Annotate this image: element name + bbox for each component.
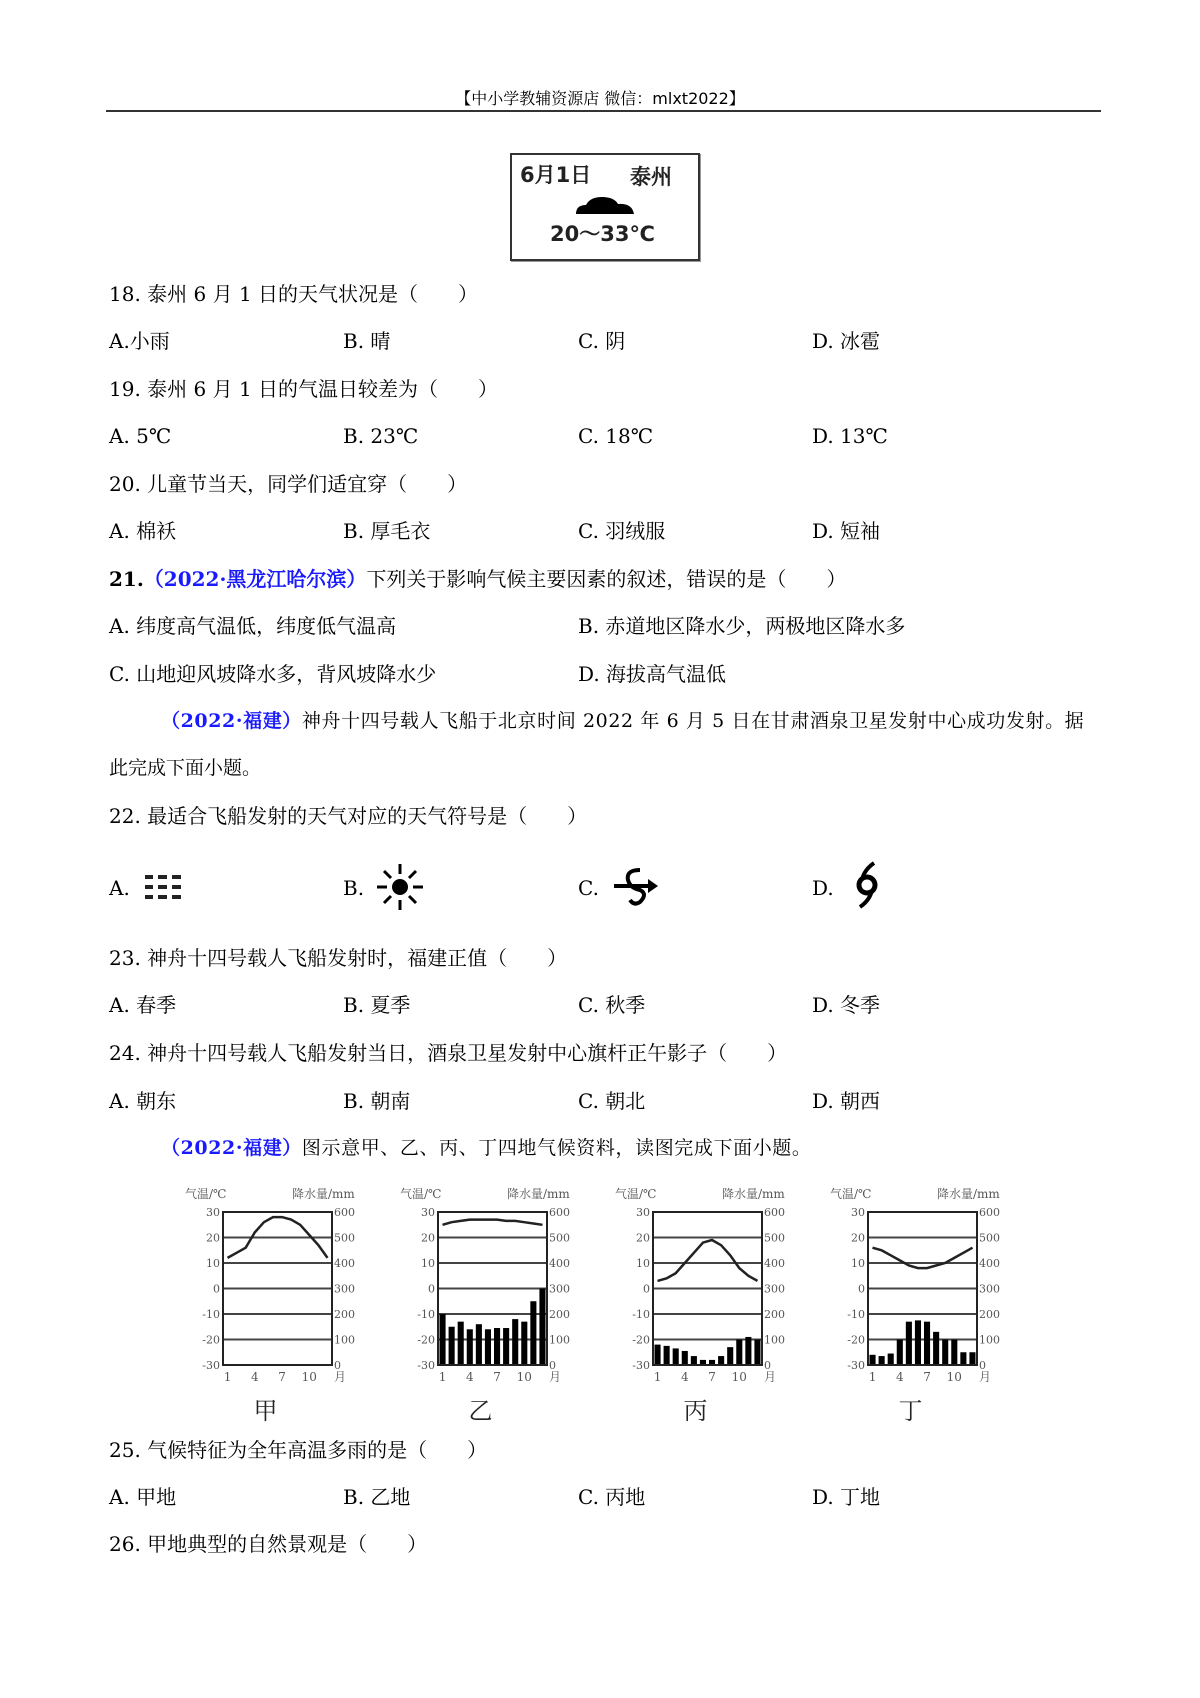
- temp-tick-label: 0: [643, 1282, 650, 1296]
- temp-tick-label: 30: [636, 1206, 650, 1219]
- temp-tick-label: 10: [206, 1257, 220, 1270]
- weather-city: 泰州: [630, 165, 672, 189]
- month-tick-label: 10: [516, 1370, 532, 1384]
- option-22d[interactable]: [812, 874, 834, 902]
- temperature-line: [658, 1240, 758, 1281]
- option-20b[interactable]: B. 厚毛衣: [343, 519, 431, 543]
- temp-tick-label: -30: [847, 1359, 865, 1372]
- precip-bar: [440, 1314, 446, 1365]
- precip-bar: [727, 1347, 733, 1365]
- month-tick-label: 1: [868, 1370, 877, 1384]
- sandstorm-icon: [612, 864, 662, 910]
- question-24: 24. 神舟十四号载人飞船发射当日，酒泉卫星发射中心旗杆正午影子（ ）: [109, 1041, 788, 1065]
- temp-tick-label: -20: [202, 1333, 220, 1347]
- question-stem: 下列关于影响气候主要因素的叙述，错误的是（ ）: [366, 567, 847, 591]
- question-18: 18. 泰州 6 月 1 日的天气状况是（ ）: [109, 282, 479, 306]
- precip-bar: [476, 1324, 482, 1365]
- precip-tick-label: 100: [549, 1333, 570, 1347]
- precip-tick-label: 500: [979, 1231, 1000, 1245]
- month-tick-label: 4: [465, 1370, 474, 1384]
- option-19d[interactable]: D. 13℃: [812, 424, 888, 448]
- option-19b[interactable]: B. 23℃: [343, 424, 419, 448]
- fog-icon: [143, 872, 185, 902]
- precip-axis-label: 降水量/mm: [507, 1187, 570, 1201]
- precip-tick-label: 200: [334, 1308, 355, 1321]
- temp-tick-label: -20: [632, 1333, 650, 1347]
- option-21a[interactable]: A. 纬度高气温低，纬度低气温高: [109, 614, 397, 638]
- temp-tick-label: 0: [213, 1282, 220, 1296]
- question-19: 19. 泰州 6 月 1 日的气温日较差为（ ）: [109, 377, 499, 401]
- temp-tick-label: 10: [636, 1257, 650, 1270]
- precip-bar: [736, 1340, 742, 1366]
- precip-bar: [951, 1340, 957, 1366]
- climate-charts: [0, 1180, 1200, 1430]
- option-25d[interactable]: D. 丁地: [812, 1485, 881, 1509]
- precip-bar: [906, 1322, 912, 1365]
- precip-bar: [521, 1322, 527, 1365]
- month-tick-label: 1: [438, 1370, 447, 1384]
- temp-tick-label: 0: [428, 1282, 435, 1296]
- precip-tick-label: 500: [764, 1231, 785, 1245]
- month-tick-label: 7: [708, 1370, 716, 1384]
- month-tick-label: 7: [923, 1370, 931, 1384]
- option-label: B.: [343, 876, 365, 900]
- option-22a[interactable]: [109, 874, 130, 902]
- option-21b[interactable]: B. 赤道地区降水少，两极地区降水多: [578, 614, 906, 638]
- temp-tick-label: 20: [636, 1231, 650, 1245]
- chart-name: 乙: [468, 1397, 493, 1425]
- temp-tick-label: 20: [421, 1231, 435, 1245]
- precip-bar: [458, 1322, 464, 1365]
- option-24c[interactable]: C. 朝北: [578, 1089, 646, 1113]
- temp-axis-label: 气温/℃: [400, 1187, 442, 1201]
- question-source: （2022·黑龙江哈尔滨）: [143, 567, 367, 591]
- temp-tick-label: -10: [632, 1308, 650, 1321]
- precip-tick-label: 100: [334, 1333, 355, 1347]
- cloudy-icon: [574, 193, 636, 215]
- option-23b[interactable]: B. 夏季: [343, 993, 411, 1017]
- temp-tick-label: -30: [417, 1359, 435, 1372]
- precip-tick-label: 500: [549, 1231, 570, 1245]
- option-label: A.: [109, 876, 130, 900]
- option-18c[interactable]: C. 阴: [578, 329, 626, 353]
- precip-tick-label: 400: [979, 1257, 1000, 1270]
- temp-tick-label: 0: [858, 1282, 865, 1296]
- precip-bar: [682, 1351, 688, 1365]
- option-label: D.: [812, 876, 834, 900]
- precip-bar: [888, 1354, 894, 1365]
- option-19a[interactable]: A. 5℃: [109, 424, 172, 448]
- precip-bar: [691, 1356, 697, 1365]
- precip-bar: [933, 1332, 939, 1365]
- temp-axis-label: 气温/℃: [830, 1187, 872, 1201]
- temp-tick-label: 10: [851, 1257, 865, 1270]
- temp-tick-label: -10: [202, 1308, 220, 1321]
- month-tick-label: 10: [731, 1370, 747, 1384]
- temp-tick-label: 30: [851, 1206, 865, 1219]
- month-unit-label: 月: [764, 1370, 777, 1384]
- month-tick-label: 4: [680, 1370, 689, 1384]
- chart-name: 丁: [898, 1397, 923, 1425]
- option-18d[interactable]: D. 冰雹: [812, 329, 881, 353]
- option-22c[interactable]: [578, 874, 599, 902]
- temperature-line: [443, 1220, 543, 1225]
- precip-axis-label: 降水量/mm: [292, 1187, 355, 1201]
- temp-tick-label: 30: [206, 1206, 220, 1219]
- precip-bar: [512, 1319, 518, 1365]
- month-tick-label: 7: [278, 1370, 286, 1384]
- question-number: 21.: [109, 567, 144, 591]
- passage-intro-2: [161, 1134, 812, 1162]
- option-18b[interactable]: B. 晴: [343, 329, 391, 353]
- precip-bar: [969, 1352, 975, 1365]
- option-19c[interactable]: C. 18℃: [578, 424, 654, 448]
- option-24b[interactable]: B. 朝南: [343, 1089, 411, 1113]
- precip-tick-label: 600: [979, 1206, 1000, 1219]
- precip-tick-label: 300: [764, 1282, 785, 1296]
- option-24a[interactable]: A. 朝东: [109, 1089, 177, 1113]
- temp-tick-label: -20: [417, 1333, 435, 1347]
- precip-tick-label: 400: [764, 1257, 785, 1270]
- temp-tick-label: 20: [851, 1231, 865, 1245]
- month-tick-label: 7: [493, 1370, 501, 1384]
- month-tick-label: 4: [895, 1370, 904, 1384]
- temp-tick-label: -20: [847, 1333, 865, 1347]
- temperature-line: [873, 1248, 973, 1268]
- precip-tick-label: 0: [764, 1359, 771, 1372]
- option-23d[interactable]: D. 冬季: [812, 993, 881, 1017]
- precip-tick-label: 100: [979, 1333, 1000, 1347]
- precip-bar: [485, 1329, 491, 1365]
- passage-source: （2022·福建）: [161, 1137, 302, 1159]
- precip-bar: [539, 1289, 545, 1366]
- temp-axis-label: 气温/℃: [615, 1187, 657, 1201]
- precip-bar: [673, 1348, 679, 1365]
- option-22b[interactable]: [343, 874, 364, 902]
- passage-text: 神舟十四号载人飞船于北京时间 2022 年 6 月 5 日在甘肃酒泉卫星发射中心成功发射。据: [301, 710, 1085, 732]
- precip-bar: [718, 1356, 724, 1365]
- temp-tick-label: 30: [421, 1206, 435, 1219]
- precip-bar: [530, 1301, 536, 1365]
- precip-tick-label: 0: [334, 1359, 341, 1372]
- temp-tick-label: 20: [206, 1231, 220, 1245]
- precip-bar: [915, 1320, 921, 1365]
- precip-tick-label: 300: [334, 1282, 355, 1296]
- precip-bar: [879, 1356, 885, 1365]
- month-tick-label: 10: [301, 1370, 317, 1384]
- precip-tick-label: 500: [334, 1231, 355, 1245]
- option-25a[interactable]: A. 甲地: [109, 1485, 177, 1509]
- precip-tick-label: 600: [764, 1206, 785, 1219]
- precip-tick-label: 300: [979, 1282, 1000, 1296]
- option-24d[interactable]: D. 朝西: [812, 1089, 881, 1113]
- option-20a[interactable]: A. 棉袄: [109, 519, 177, 543]
- precip-tick-label: 400: [334, 1257, 355, 1270]
- passage-intro: [161, 707, 1084, 735]
- option-20c[interactable]: C. 羽绒服: [578, 519, 666, 543]
- chart-name: 甲: [253, 1397, 278, 1425]
- question-22: 22. 最适合飞船发射的天气对应的天气符号是（ ）: [109, 804, 588, 828]
- temp-tick-label: -10: [417, 1308, 435, 1321]
- precip-bar: [870, 1355, 876, 1365]
- chart-name: 丙: [683, 1397, 708, 1425]
- option-18a[interactable]: A.小雨: [109, 329, 170, 353]
- precip-tick-label: 200: [764, 1308, 785, 1321]
- option-23c[interactable]: C. 秋季: [578, 993, 646, 1017]
- passage-text: 图示意甲、乙、丙、丁四地气候资料，读图完成下面小题。: [301, 1137, 812, 1159]
- precip-axis-label: 降水量/mm: [722, 1187, 785, 1201]
- weather-card: [510, 153, 700, 261]
- sunny-icon: [375, 862, 425, 912]
- weather-date: 6月1日: [520, 163, 592, 187]
- precip-tick-label: 0: [979, 1359, 986, 1372]
- passage-text-cont: 此完成下面小题。: [109, 757, 262, 779]
- month-tick-label: 1: [223, 1370, 232, 1384]
- page-header: 【中小学教辅资源店 微信：mlxt2022】: [455, 89, 745, 108]
- temp-tick-label: -10: [847, 1308, 865, 1321]
- month-unit-label: 月: [979, 1370, 992, 1384]
- precip-bar: [655, 1345, 661, 1365]
- precip-bar: [494, 1328, 500, 1365]
- precip-tick-label: 200: [979, 1308, 1000, 1321]
- precip-bar: [897, 1340, 903, 1366]
- weather-temp: 20～33℃: [550, 222, 655, 246]
- precip-bar: [942, 1340, 948, 1366]
- header-rule: [106, 110, 1101, 112]
- option-23a[interactable]: A. 春季: [109, 993, 177, 1017]
- precip-bar: [449, 1327, 455, 1365]
- precip-bar: [664, 1346, 670, 1365]
- option-label: C.: [578, 876, 599, 900]
- precip-tick-label: 600: [334, 1206, 355, 1219]
- month-tick-label: 10: [946, 1370, 962, 1384]
- precip-tick-label: 600: [549, 1206, 570, 1219]
- precip-bar: [754, 1340, 760, 1366]
- precip-tick-label: 100: [764, 1333, 785, 1347]
- question-21: [109, 565, 846, 593]
- precip-tick-label: 0: [549, 1359, 556, 1372]
- option-25c[interactable]: C. 丙地: [578, 1485, 646, 1509]
- precip-bar: [960, 1352, 966, 1365]
- precip-tick-label: 400: [549, 1257, 570, 1270]
- question-23: 23. 神舟十四号载人飞船发射时，福建正值（ ）: [109, 946, 568, 970]
- question-20: 20. 儿童节当天，同学们适宜穿（ ）: [109, 472, 468, 496]
- month-unit-label: 月: [549, 1370, 562, 1384]
- option-20d[interactable]: D. 短袖: [812, 519, 881, 543]
- month-tick-label: 1: [653, 1370, 662, 1384]
- passage-source: （2022·福建）: [161, 710, 302, 732]
- option-21c[interactable]: C. 山地迎风坡降水多，背风坡降水少: [109, 662, 437, 686]
- precip-bar: [745, 1337, 751, 1365]
- temp-tick-label: -30: [202, 1359, 220, 1372]
- question-25: 25. 气候特征为全年高温多雨的是（ ）: [109, 1438, 488, 1462]
- temp-tick-label: 10: [421, 1257, 435, 1270]
- month-unit-label: 月: [334, 1370, 347, 1384]
- precip-bar: [503, 1328, 509, 1365]
- precip-axis-label: 降水量/mm: [937, 1187, 1000, 1201]
- typhoon-icon: [852, 860, 882, 910]
- option-21d[interactable]: D. 海拔高气温低: [578, 662, 727, 686]
- precip-bar: [924, 1322, 930, 1365]
- temp-tick-label: -30: [632, 1359, 650, 1372]
- precip-tick-label: 200: [549, 1308, 570, 1321]
- temp-axis-label: 气温/℃: [185, 1187, 227, 1201]
- precip-bar: [467, 1329, 473, 1365]
- precip-tick-label: 300: [549, 1282, 570, 1296]
- month-tick-label: 4: [250, 1370, 259, 1384]
- option-25b[interactable]: B. 乙地: [343, 1485, 411, 1509]
- question-26: 26. 甲地典型的自然景观是（ ）: [109, 1532, 428, 1556]
